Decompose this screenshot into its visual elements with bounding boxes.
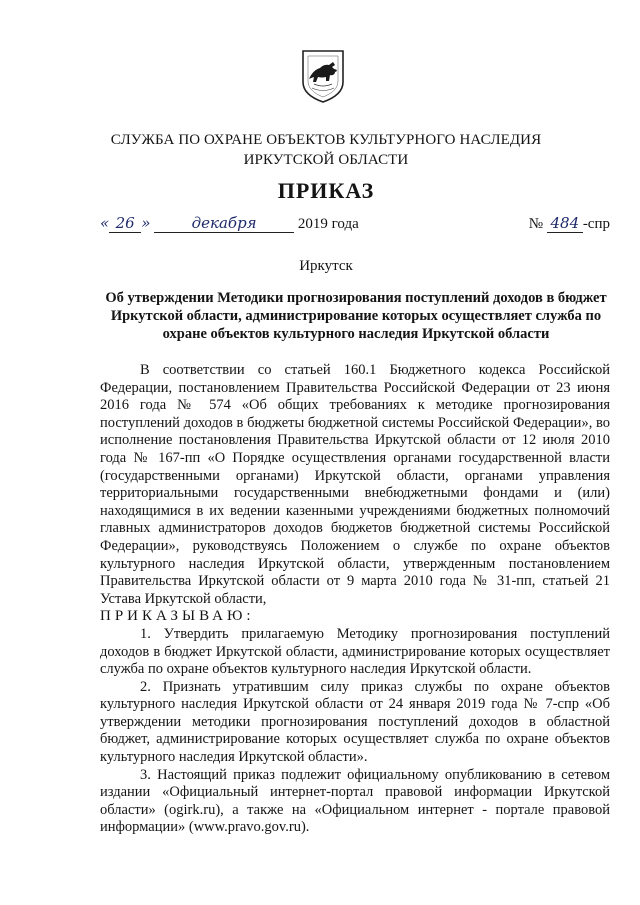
irkutsk-coat-of-arms-icon (300, 48, 346, 104)
number-value: 484 (547, 214, 583, 233)
document-title: Об утверждении Методики прогнозирования поступлений доходов в бюджет Иркутской области, администрирование которых осуществляет служба по охране объектов культурного наследия Иркутской области (105, 290, 607, 342)
document-type-heading: ПРИКАЗ (277, 178, 375, 203)
document-body (100, 362, 610, 837)
date-open-quote: « (100, 214, 110, 232)
document-number (529, 214, 610, 233)
order-item-2: 2. Признать утратившим силу приказ службы по охране объектов культурного наследия Иркутской области от 24 января 2019 года № 7-спр «Об утверждении методики прогнозирования поступлений доходов в областной бюджет, администрирование которых осуществляет служба по охране объектов культурного наследия Иркутской области». (100, 678, 610, 766)
order-item-3: 3. Настоящий приказ подлежит официальному опубликованию в сетевом издании «Официальный интернет-портал правовой информации Иркутской области» (ogirk.ru), а также на «Официальном интернет - портале правовой информации» (www.pravo.gov.ru). (100, 766, 610, 836)
date-day: 26 (109, 214, 141, 233)
order-word: ПРИКАЗЫВАЮ: (100, 608, 255, 625)
order-item-1: 1. Утвердить прилагаемую Методику прогнозирования поступлений доходов в бюджет Иркутской области, администрирование которых осуществляет служба по охране объектов культурного наследия Иркутской области. (100, 625, 610, 678)
date-close-quote: » (141, 214, 151, 232)
date-month: декабря (154, 214, 294, 233)
document-date (100, 214, 359, 233)
agency-name-line1: СЛУЖБА ПО ОХРАНЕ ОБЪЕКТОВ КУЛЬТУРНОГО НАСЛЕДИЯ (110, 132, 542, 148)
number-suffix: -спр (582, 216, 610, 232)
number-prefix: № (528, 216, 544, 232)
city-name: Иркутск (299, 258, 353, 274)
date-year: 2019 года (297, 216, 359, 232)
date-number-row (100, 214, 610, 236)
agency-name-line2: ИРКУТСКОЙ ОБЛАСТИ (243, 152, 409, 168)
preamble-paragraph: В соответствии со статьей 160.1 Бюджетного кодекса Российской Федерации, постановлением Правительства Российской Федерации от 23 июня 2016 года № 574 «Об общих требованиях к методике прогнозирования поступлений доходов в бюджеты бюджетной системы Российской Федерации», во исполнение постановления Правительства Иркутской области от 12 июля 2010 года № 167-пп «О Порядке осуществления органами государственной власти (государственными органами) Иркутской области, органами управления территориальными государственными внебюджетными фондами и (или) находящимися в их ведении казенными учреждениями бюджетных полномочий главных администраторов доходов бюджетов бюджетной системы Российской Федерации», руководствуясь Положением о службе по охране объектов культурного наследия Иркутской области, утвержденным постановлением Правительства Иркутской области от 9 марта 2010 года № 31-пп, статьей 21 Устава Иркутской области, (100, 362, 610, 607)
